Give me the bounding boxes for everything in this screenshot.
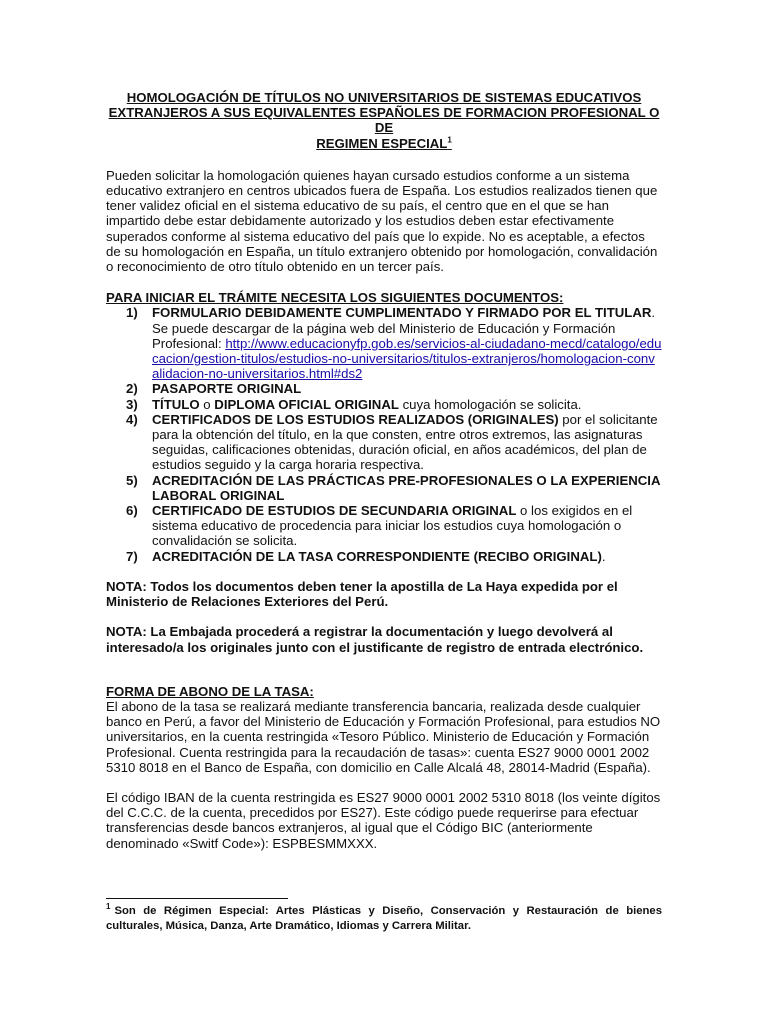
document-item-2	[106, 381, 662, 396]
intro-paragraph: Pueden solicitar la homologación quienes hayan cursado estudios conforme a un sistema educativo extranjero en centros ubicados fuera de España. Los estudios realizados tienen que tener validez oficial en el sistema educativo de su país, el centro que en el que se han impartido debe estar debidamente autorizado y los estudios deben estar efectivamente superados conforme al sistema educativo del país que lo expide. No es aceptable, a efectos de su homologación en España, un título extranjero obtenido por homologación, convalidación o reconocimiento de otro título obtenido en un tercer país.	[106, 167, 658, 275]
document-item-text: . Se puede descargar de la página web del Ministerio de Educación y Formación Profesional:	[152, 305, 656, 351]
title-line-3-text: REGIMEN ESPECIAL	[316, 135, 448, 151]
document-item-number: 1)	[126, 305, 138, 321]
note-apostille: NOTA: Todos los documentos deben tener la apostilla de La Haya expedida por el Ministerio de Relaciones Exteriores del Perú.	[106, 578, 618, 610]
document-item-5	[106, 473, 662, 503]
document-item-number: 7)	[126, 548, 138, 564]
title-line-1: HOMOLOGACIÓN DE TÍTULOS NO UNIVERSITARIOS DE SISTEMAS EDUCATIVOS	[126, 90, 642, 105]
note-embassy: NOTA: La Embajada procederá a registrar la documentación y luego devolverá al interesado/a los originales junto con el justificante de registro de entrada electrónico.	[106, 624, 644, 655]
document-item-title: ACREDITACIÓN DE LA TASA CORRESPONDIENTE (RECIBO ORIGINAL)	[152, 548, 602, 564]
document-item-title: ACREDITACIÓN DE LAS PRÁCTICAS PRE-PROFESIONALES O LA EXPERIENCIA LABORAL ORIGINAL	[152, 472, 661, 503]
document-item-1	[106, 305, 662, 381]
document-item-number: 4)	[126, 411, 138, 427]
footnote	[106, 904, 662, 934]
document-item-title: CERTIFICADOS DE LOS ESTUDIOS REALIZADOS (ORIGINALES)	[152, 411, 559, 427]
footnote-mark: 1	[106, 902, 111, 912]
document-item-title: CERTIFICADO DE ESTUDIOS DE SECUNDARIA ORIGINAL	[152, 503, 517, 519]
document-item-text: por el solicitante para la obtención del título, en la que consten, entre otros extremos, las asignaturas seguidas, calificaciones obtenidas, duración oficial, en años académicos, del plan de estudios seguido y la carga horaria respectiva.	[152, 411, 658, 473]
document-item-7	[106, 549, 662, 564]
footnote-text: Son de Régimen Especial: Artes Plásticas y Diseño, Conservación y Restauración de bienes culturales, Música, Danza, Arte Dramático, Idiomas y Carrera Militar.	[106, 905, 662, 933]
document-item-title-b: DIPLOMA OFICIAL ORIGINAL	[214, 396, 399, 412]
document-body	[106, 90, 662, 851]
fee-heading: FORMA DE ABONO DE LA TASA:	[106, 683, 314, 699]
title-line-2: EXTRANJEROS A SUS EQUIVALENTES ESPAÑOLES DE FORMACION PROFESIONAL O DE	[108, 105, 660, 136]
document-item-number: 6)	[126, 503, 138, 519]
document-item-number: 5)	[126, 472, 138, 488]
document-item-title-a: TÍTULO	[152, 396, 200, 412]
document-item-title: FORMULARIO DEBIDAMENTE CUMPLIMENTADO Y FIRMADO POR EL TITULAR	[152, 305, 652, 321]
document-item-6	[106, 503, 662, 549]
iban-paragraph: El código IBAN de la cuenta restringida es ES27 9000 0001 2002 5310 8018 (los veinte dígitos del C.C.C. de la cuenta, precedidos por ES27). Este código puede requerirse para efectuar transferencias desde bancos extranjeros, al igual que el Código BIC (anteriormente denominado «Switf Code»): ESPBESMMXXX.	[106, 789, 661, 851]
document-item-number: 2)	[126, 381, 138, 397]
title-footnote-ref[interactable]: 1	[447, 135, 452, 145]
document-item-text-b: cuya homologación se solicita.	[398, 396, 582, 412]
ministry-download-link[interactable]: http://www.educacionyfp.gob.es/servicios-al-ciudadano-mecd/catalogo/educacion/gestion-titulos/estudios-no-universitarios/titulos-extranjeros/homologacion-convalidacion-no-universitarios.html#ds2	[152, 335, 662, 382]
document-item-text: o los exigidos en el sistema educativo de procedencia para iniciar los estudios cuya homologación o convalidación se solicita.	[152, 503, 633, 549]
title-line-3	[106, 136, 662, 151]
documents-heading: PARA INICIAR EL TRÁMITE NECESITA LOS SIGUIENTES DOCUMENTOS:	[106, 290, 564, 306]
document-title	[106, 90, 662, 151]
documents-list	[106, 305, 662, 563]
fee-paragraph: El abono de la tasa se realizará mediante transferencia bancaria, realizada desde cualquier banco en Perú, a favor del Ministerio de Educación y Formación Profesional, para estudios NO universitarios, en la cuenta restringida «Tesoro Público. Ministerio de Educación y Formación Profesional. Cuenta restringida para la recaudación de tasas»: cuenta ES27 9000 0001 2002 5310 8018 en el Banco de España, con domicilio en Calle Alcalá 48, 28014-Madrid (España).	[106, 698, 661, 775]
document-item-number: 3)	[126, 396, 138, 412]
document-item-title: PASAPORTE ORIGINAL	[152, 381, 302, 397]
document-item-text-a: o	[199, 396, 215, 412]
document-item-text: .	[601, 548, 606, 564]
footnote-divider	[106, 898, 288, 899]
document-item-3	[106, 397, 662, 412]
document-item-4	[106, 412, 662, 473]
